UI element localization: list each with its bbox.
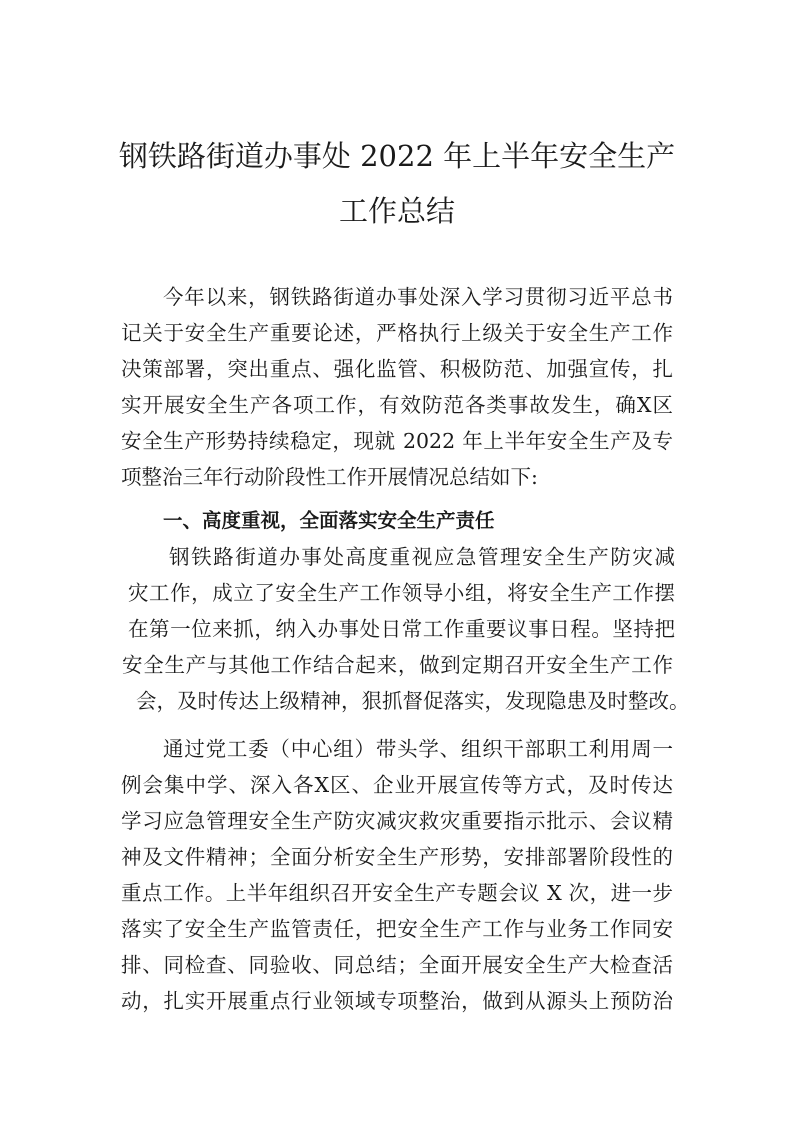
paragraph-1-line: 安全生产形势持续稳定，现就 2022 年上半年安全生产及专 xyxy=(121,429,673,453)
paragraph-1-line: 实开展安全生产各项工作，有效防范各类事故发生，确X区 xyxy=(121,393,673,417)
paragraph-2-line: 钢铁路街道办事处高度重视应急管理安全生产防灾减 xyxy=(169,545,675,569)
paragraph-3-line: 学习应急管理安全生产防灾减灾救灾重要指示批示、会议精 xyxy=(121,809,673,833)
paragraph-3-line: 落实了安全生产监管责任，把安全生产工作与业务工作同安 xyxy=(121,917,673,941)
paragraph-1-line: 项整治三年行动阶段性工作开展情况总结如下: xyxy=(121,465,538,489)
document-title-line-2: 工作总结 xyxy=(338,194,455,228)
paragraph-3-line: 排、同检查、同验收、同总结；全面开展安全生产大检查活 xyxy=(121,953,673,977)
paragraph-2-line: 在第一位来抓，纳入办事处日常工作重要议事日程。坚持把 xyxy=(128,617,675,641)
paragraph-2-line: 会，及时传达上级精神，狠抓督促落实，发现隐患及时整改。 xyxy=(136,689,690,713)
section-heading-1: 一、高度重视，全面落实安全生产责任 xyxy=(163,509,495,532)
paragraph-3-line: 神及文件精神；全面分析安全生产形势，安排部署阶段性的 xyxy=(121,845,673,869)
paragraph-3-line: 例会集中学、深入各X区、企业开展宣传等方式，及时传达 xyxy=(121,773,673,797)
paragraph-3-line: 通过党工委（中心组）带头学、组织干部职工利用周一 xyxy=(163,737,673,761)
paragraph-3-line: 动，扎实开展重点行业领域专项整治，做到从源头上预防治 xyxy=(121,989,673,1013)
paragraph-1-line: 决策部署，突出重点、强化监管、积极防范、加强宣传，扎 xyxy=(121,357,673,381)
paragraph-3-line: 重点工作。上半年组织召开安全生产专题会议 X 次，进一步 xyxy=(121,881,673,905)
paragraph-1-line: 记关于安全生产重要论述，严格执行上级关于安全生产工作 xyxy=(121,321,673,345)
document-title-line-1: 钢铁路街道办事处 2022 年上半年安全生产 xyxy=(118,139,676,173)
paragraph-2-line: 灾工作，成立了安全生产工作领导小组，将安全生产工作摆 xyxy=(128,581,675,605)
paragraph-2-line: 安全生产与其他工作结合起来，做到定期召开安全生产工作 xyxy=(122,653,673,677)
paragraph-1-line: 今年以来，钢铁路街道办事处深入学习贯彻习近平总书 xyxy=(163,285,673,309)
